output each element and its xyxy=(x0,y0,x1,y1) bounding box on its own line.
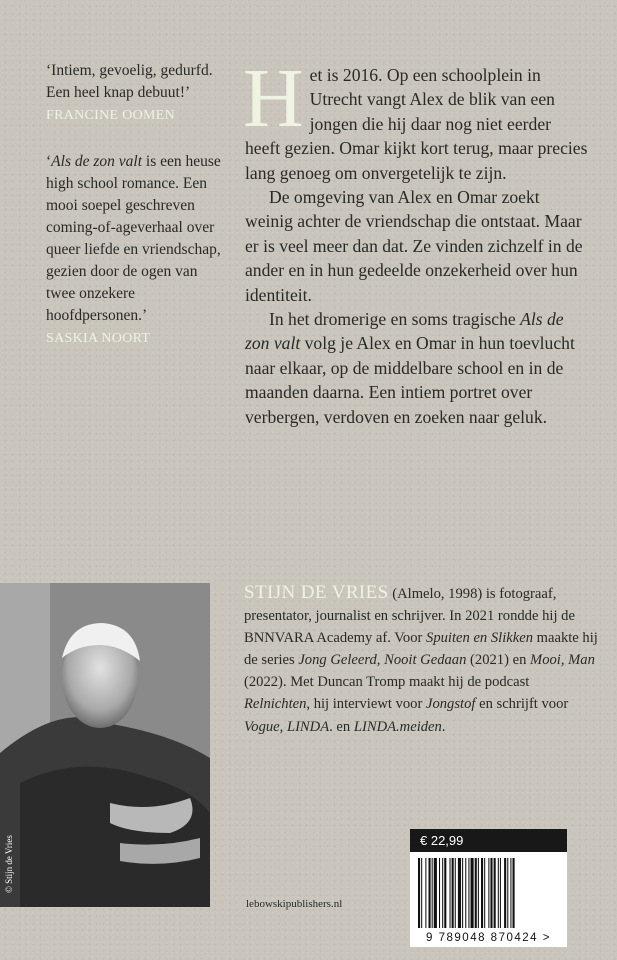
photo-credit: © Stijn de Vries xyxy=(4,835,14,893)
blurb-paragraph-1 xyxy=(243,52,590,185)
author-bio xyxy=(244,582,599,738)
quote-2-author: SASKIA NOORT xyxy=(46,331,151,346)
barcode-icon xyxy=(410,852,567,932)
bio-i2: Jong Geleerd, Nooit Gedaan xyxy=(298,652,467,669)
author-portrait-image xyxy=(0,583,210,907)
drop-cap: H xyxy=(243,52,304,145)
blurb-paragraph-3 xyxy=(245,307,590,429)
bio-t3: (2021) en xyxy=(466,652,531,669)
bio-t6: en schrijft voor xyxy=(475,696,569,713)
bio-t1: (Almelo, 1998) is fotograaf, presentator, journalist en schrijver. In 2021 rondde hij de BNNVARA Academy af. Voor xyxy=(244,586,575,647)
bio-i5: Jongstof xyxy=(425,696,476,713)
bio-t7: . en xyxy=(329,718,354,735)
bio-i3: Mooi, Man xyxy=(530,652,595,669)
bio-i1: Spuiten en Slikken xyxy=(426,630,533,647)
price-label: € 22,99 xyxy=(410,829,567,852)
blurb-p3-after: volg je Alex en Omar in hun toevlucht naar elkaar, op de middelbare school en in de maanden daarna. Een intiem portret over verbergen, verdoven en zoeken naar geluk. xyxy=(245,333,575,427)
book-blurb xyxy=(243,52,590,429)
blurb-paragraph-2: De omgeving van Alex en Omar zoekt weinig achter de vriendschap die ontstaat. Maar er is veel meer dan dat. Ze vinden zichzelf in de ander en in hun gedeelde onzekerheid over hun identiteit. xyxy=(245,187,583,305)
bio-t2: maakte hij de series xyxy=(244,630,598,669)
author-bio-text xyxy=(244,582,599,738)
bio-i6: Vogue, LINDA xyxy=(244,718,330,735)
quote-2: ‘Als de zon valt is een heuse high school romance. Een mooi soepel geschreven coming-of-ageverhaal over queer liefde en vriendschap, gezien door de ogen van twee onzekere hoofdpersonen.’ SASKIA NOORT xyxy=(46,153,221,346)
quote-2-title: Als de zon valt xyxy=(51,153,143,170)
review-quotes xyxy=(46,60,221,350)
bio-t5: , hij interviewt voor xyxy=(306,696,426,713)
bio-t8: . xyxy=(441,718,446,735)
bio-i4: Relnichten xyxy=(244,696,307,713)
bio-t4: (2022). Met Duncan Tromp maakt hij de podcast xyxy=(244,674,530,691)
quote-1 xyxy=(46,60,221,127)
blurb-p3-before: In het dromerige en soms tragische xyxy=(269,309,521,330)
bio-i7: LINDA.meiden xyxy=(353,718,442,735)
blurb-p3-title: Als de zon valt xyxy=(245,309,564,354)
isbn-number: 9 789048 870424 > xyxy=(426,932,551,944)
quote-2-text: is een heuse high school romance. Een mooi soepel geschreven coming-of-ageverhaal over queer liefde en vriendschap, gezien door de ogen van twee onzekere hoofdpersonen.’ xyxy=(46,153,221,324)
author-photo xyxy=(0,583,210,907)
quote-1-author: FRANCINE OOMEN xyxy=(46,108,176,123)
isbn-barcode xyxy=(410,852,567,947)
quote-1-text: ‘Intiem, gevoelig, gedurfd. Een heel knap debuut!’ xyxy=(46,62,213,101)
author-name: STIJN DE VRIES xyxy=(244,582,389,603)
blurb-p1-text: et is 2016. Op een schoolplein in Utrecht vangt Alex de blik van een jongen die hij daar nog niet eerder heeft gezien. Omar kijkt kort terug, maar precies lang genoeg om onvergetelijk te zijn. xyxy=(245,65,588,183)
publisher-website: lebowskipublishers.nl xyxy=(246,898,343,910)
